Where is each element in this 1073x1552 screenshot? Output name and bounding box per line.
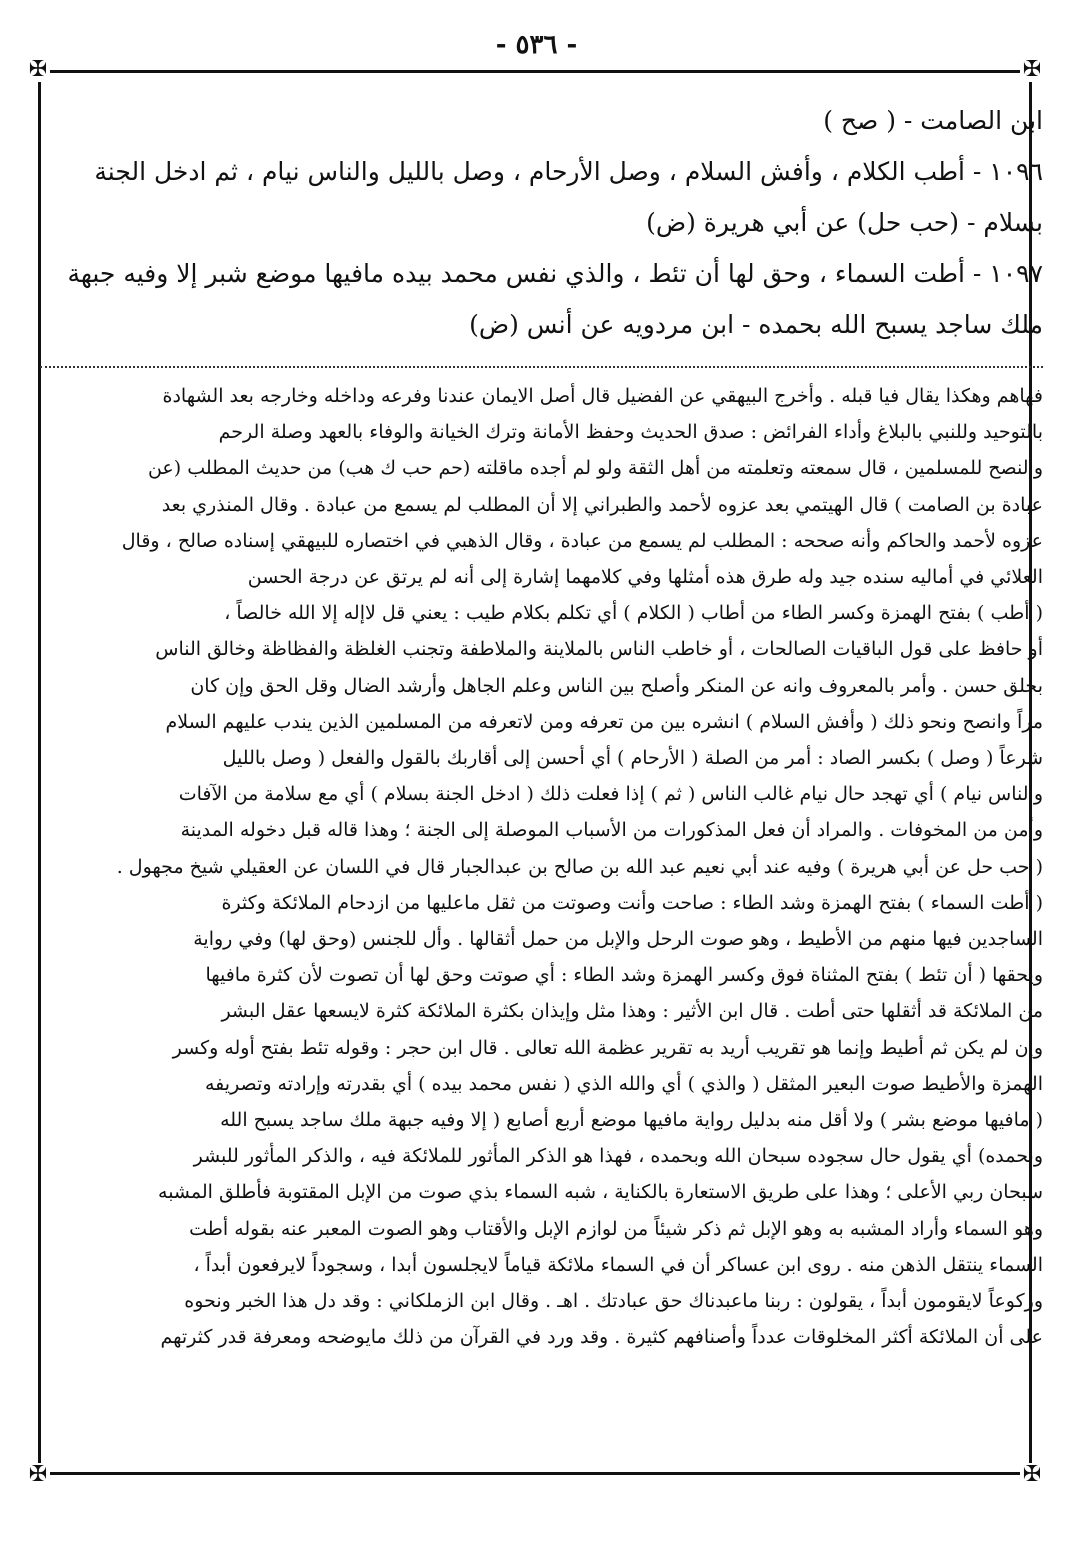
- commentary-line: من الملائكة قد أثقلها حتى أطت . قال ابن الأثير : وهذا مثل وإيذان بكثرة الملائكة كثرة لايسعها عقل البشر: [221, 1000, 1043, 1023]
- commentary-line: العلائي في أماليه سنده جيد وله طرق هذه أمثلها وفي كلامهما إشارة إلى أنه لم يرتق عن درجة الحسن: [247, 566, 1043, 589]
- commentary-line: عبادة بن الصامت ) قال الهيتمي بعد عزوه لأحمد والطبراني إلا أن المطلب لم يسمع من عبادة . وقال المنذري بعد: [161, 493, 1043, 516]
- hadith-1097-line: ١٠٩٧ - أطت السماء ، وحق لها أن تئط ، والذي نفس محمد بيده مافيها موضع شبر إلا وفيه جبهة: [67, 259, 1043, 288]
- corner-ornament-icon: ✠: [1020, 58, 1044, 82]
- source-line: ابن الصامت - ( صح ): [823, 106, 1043, 135]
- commentary-line: السماء ينتقل الذهن منه . روى ابن عساكر أن في السماء ملائكة قياماً لايجلسون أبدا ، وسجوداً لايرفعون أبداً ،: [193, 1253, 1043, 1276]
- commentary-line: بالتوحيد وللنبي بالبلاغ وأداء الفرائض : صدق الحديث وحفظ الأمانة وترك الخيانة والوفاء بالعهد وصلة الرحم: [218, 421, 1043, 444]
- commentary-line: عزوه لأحمد والحاكم وأنه صححه : المطلب لم يسمع من عبادة ، وقال الذهبي في اختصاره للبيهقي إسناده صالح ، وقال: [121, 529, 1043, 552]
- commentary-line: أو حافظ على قول الباقيات الصالحات ، أو خاطب الناس بالملاينة والملاطفة وتجنب الغلظة والفظاظة وخالق الناس: [155, 638, 1043, 661]
- commentary-line: شرعاً ( وصل ) بكسر الصاد : أمر من الصلة ( الأرحام ) أي أحسن إلى أقاربك بالقول والفعل ( وصل بالليل: [222, 747, 1043, 770]
- commentary-line: بخلق حسن . وأمر بالمعروف وانه عن المنكر وأصلح بين الناس وعلم الجاهل وأرشد الضال وقل الحق وإن كان: [190, 674, 1043, 697]
- commentary-line: مراً وانصح ونحو ذلك ( وأفش السلام ) انشره بين من تعرفه ومن لاتعرفه من المسلمين الذين يندب عليهم السلام: [165, 710, 1043, 733]
- border-top: [38, 70, 1032, 73]
- commentary-line: والناس نيام ) أي تهجد حال نيام غالب الناس ( ثم ) إذا فعلت ذلك ( ادخل الجنة بسلام ) أي مع سلامة من الآفات: [178, 783, 1043, 806]
- border-bottom: [38, 1472, 1032, 1475]
- commentary-line: وإن لم يكن ثم أطيط وإنما هو تقريب أريد به تقرير عظمة الله تعالى . قال ابن حجر : وقوله تئط بفتح أوله وكسر: [172, 1036, 1043, 1059]
- commentary-line: وبحمده) أي يقول حال سجوده سبحان الله وبحمده ، فهذا هو الذكر المأثور للملائكة فيه ، والذكر المأثور للبشر: [193, 1145, 1043, 1168]
- dotted-divider: [40, 366, 1043, 368]
- commentary-line: ( أطب ) بفتح الهمزة وكسر الطاء من أطاب ( الكلام ) أي تكلم بكلام طيب : يعني قل لاإله إلا الله خالصاً ،: [224, 602, 1043, 625]
- commentary-line: سبحان ربي الأعلى ؛ وهذا على طريق الاستعارة بالكناية ، شبه السماء بذي صوت من الإبل المقتوبة فأطلق المشبه: [158, 1181, 1043, 1204]
- hadith-1096-source: بسلام - (حب حل) عن أبي هريرة (ض): [646, 208, 1043, 237]
- page-content: [40, 95, 1043, 1355]
- commentary-line: فهاهم وهكذا يقال فيا قبله . وأخرج البيهقي عن الفضيل قال أصل الايمان عندنا وفرعه وداخله وخارجه بعد الشهادة: [162, 385, 1043, 407]
- commentary-line: الساجدين فيها منهم من الأطيط ، وهو صوت الرحل والإبل من حمل أثقالها . وأل للجنس (وحق لها) وفي رواية: [193, 928, 1043, 951]
- commentary-section: [40, 378, 1043, 1355]
- hadith-section: [40, 95, 1043, 350]
- corner-ornament-icon: ✠: [1020, 1463, 1044, 1487]
- commentary-line: والنصح للمسلمين ، قال سمعته وتعلمته من أهل الثقة ولو لم أجده ماقلته (حم حب ك هب) من حديث المطلب (عن: [147, 457, 1043, 480]
- commentary-line: على أن الملائكة أكثر المخلوقات عدداً وأصنافهم كثيرة . وقد ورد في القرآن من ذلك مايوضحه ومعرفة قدر كثرتهم: [160, 1326, 1043, 1349]
- commentary-line: وركوعاً لايقومون أبداً ، يقولون : ربنا ماعبدناك حق عبادتك . اهـ . وقال ابن الزملكاني : وقد دل هذا الخبر ونحوه: [184, 1290, 1043, 1313]
- commentary-line: ويحقها ( أن تئط ) بفتح المثناة فوق وكسر الهمزة وشد الطاء : أي صوتت وحق لها أن تصوت لأن كثرة مافيها: [205, 964, 1043, 987]
- corner-ornament-icon: ✠: [26, 1463, 50, 1487]
- commentary-line: ( مافيها موضع بشر ) ولا أقل منه بدليل رواية مافيها موضع أربع أصابع ( إلا وفيه جبهة ملك ساجد يسبح الله: [220, 1109, 1043, 1132]
- commentary-line: وهو السماء وأراد المشبه به وهو الإبل ثم ذكر شيئاً من لوازم الإبل والأقتاب وهو الصوت المعبر عنه بقوله أطت: [189, 1217, 1043, 1240]
- commentary-line: الهمزة والأطيط صوت البعير المثقل ( والذي ) أي والله الذي ( نفس محمد بيده ) أي بقدرته وإرادته وتصريفه: [204, 1072, 1043, 1095]
- corner-ornament-icon: ✠: [26, 58, 50, 82]
- commentary-line: ( حب حل عن أبي هريرة ) وفيه عند أبي نعيم عبد الله بن صالح بن عبدالجبار قال في اللسان عن العقيلي شيخ مجهول .: [116, 855, 1043, 878]
- commentary-line: وأمن من المخوفات . والمراد أن فعل المذكورات من الأسباب الموصلة إلى الجنة ؛ وهذا قاله قبل دخوله المدينة: [180, 819, 1043, 842]
- hadith-1097-source: ملك ساجد يسبح الله بحمده - ابن مردويه عن أنس (ض): [469, 310, 1043, 339]
- page-number: - ٥٣٦ -: [495, 30, 578, 60]
- commentary-line: ( أطت السماء ) بفتح الهمزة وشد الطاء : صاحت وأنت وصوتت من ثقل ماعليها من ازدحام الملائكة وكثرة: [221, 891, 1043, 914]
- hadith-1096-line: ١٠٩٦ - أطب الكلام ، وأفش السلام ، وصل الأرحام ، وصل بالليل والناس نيام ، ثم ادخل الجنة: [94, 157, 1043, 186]
